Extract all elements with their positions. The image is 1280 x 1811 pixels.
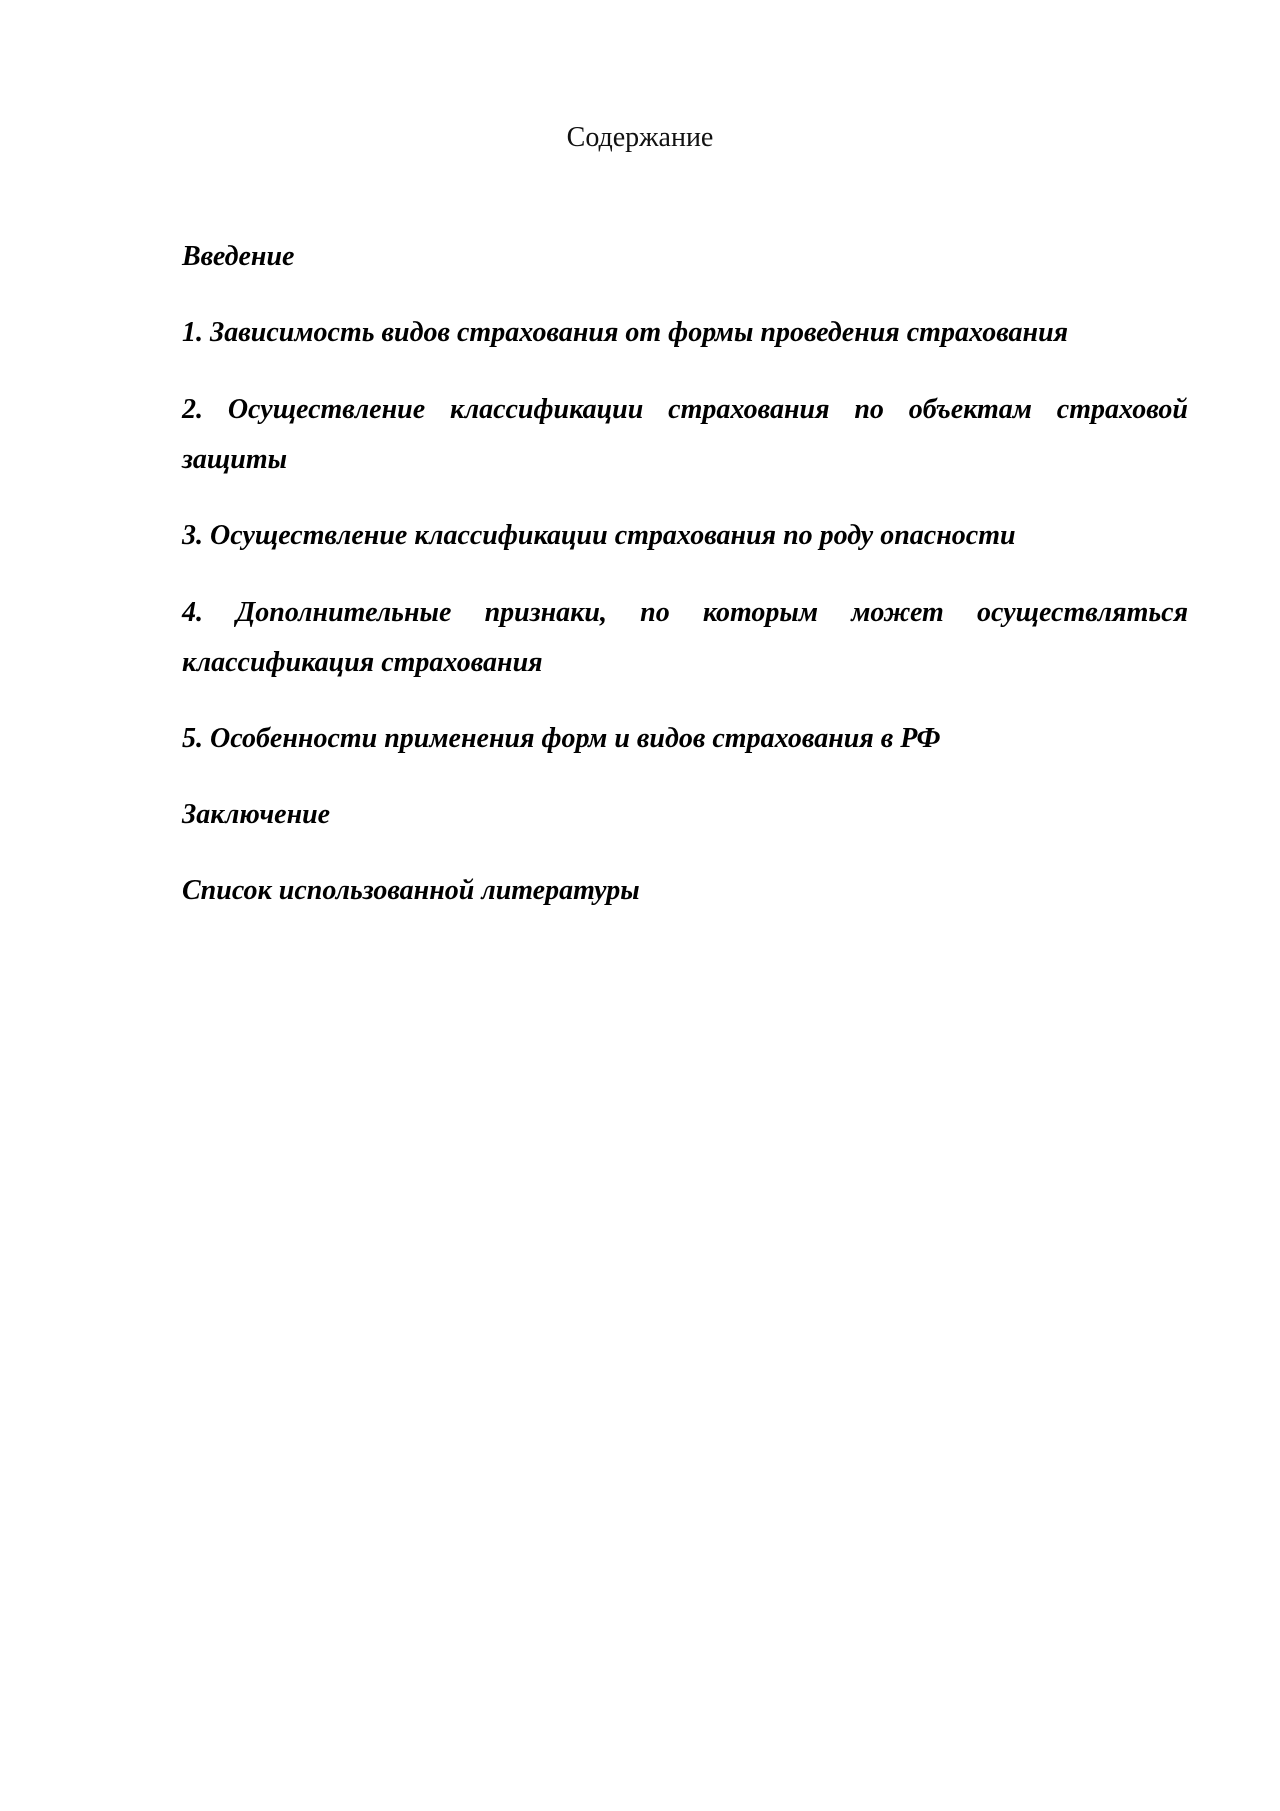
toc-item-section-4: 4. Дополнительные признаки, по которым может осуществляться классификация страхования bbox=[182, 597, 1188, 678]
toc-item-section-5: 5. Особенности применения форм и видов страхования в РФ bbox=[182, 723, 941, 754]
toc-item-conclusion: Заключение bbox=[182, 799, 331, 830]
toc-item-section-2: 2. Осуществление классификации страхования по объектам страховой защиты bbox=[182, 394, 1188, 475]
page-title: Содержание bbox=[566, 122, 714, 153]
toc-item-references: Список использованной литературы bbox=[182, 875, 640, 906]
toc-item-section-1: 1. Зависимость видов страхования от формы проведения страхования bbox=[182, 317, 1069, 348]
toc-item-section-3: 3. Осуществление классификации страхования по роду опасности bbox=[182, 520, 1016, 551]
toc-item-introduction: Введение bbox=[182, 241, 295, 272]
